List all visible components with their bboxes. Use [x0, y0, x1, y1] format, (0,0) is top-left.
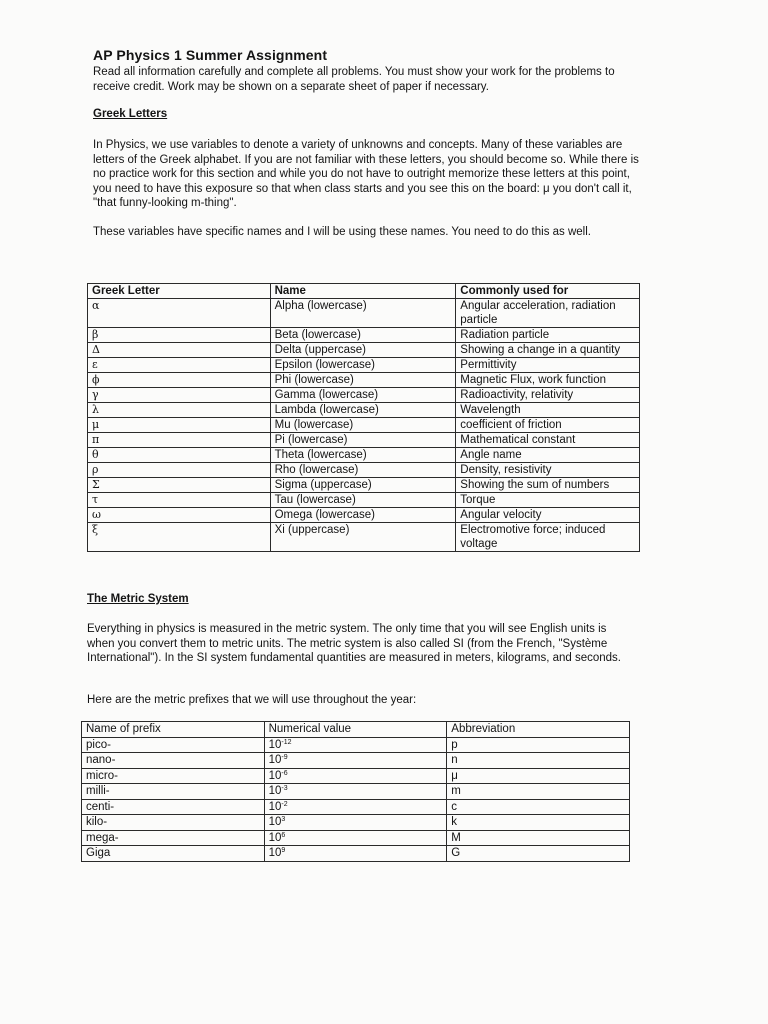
table-row	[88, 478, 640, 493]
usage-cell: Showing a change in a quantity	[456, 343, 640, 358]
letter-name-cell: Phi (lowercase)	[270, 373, 456, 388]
letter-name-cell: Sigma (uppercase)	[270, 478, 456, 493]
letter-name-cell: Theta (lowercase)	[270, 448, 456, 463]
abbreviation-cell: μ	[447, 768, 630, 784]
prefix-name-cell: centi-	[82, 799, 265, 815]
column-header: Numerical value	[264, 722, 447, 738]
table-row	[88, 403, 640, 418]
numerical-value-cell	[264, 784, 447, 800]
numerical-value-cell	[264, 815, 447, 831]
abbreviation-cell: m	[447, 784, 630, 800]
usage-cell: Torque	[456, 493, 640, 508]
usage-cell: Density, resistivity	[456, 463, 640, 478]
greek-symbol-cell: γ	[88, 388, 271, 403]
table-row	[88, 299, 640, 328]
greek-symbol-cell: Δ	[88, 343, 271, 358]
letter-name-cell: Omega (lowercase)	[270, 508, 456, 523]
power-base: 10	[268, 769, 282, 782]
page-title: AP Physics 1 Summer Assignment	[93, 47, 328, 63]
prefix-name-cell: mega-	[82, 830, 265, 846]
greek-symbol-cell: ξ	[88, 523, 271, 552]
usage-cell: Showing the sum of numbers	[456, 478, 640, 493]
greek-symbol-cell: μ	[88, 418, 271, 433]
power-base: 10	[268, 831, 282, 844]
table-row	[88, 463, 640, 478]
abbreviation-cell: c	[447, 799, 630, 815]
letter-name-cell: Rho (lowercase)	[270, 463, 456, 478]
metric-intro-paragraph: Everything in physics is measured in the metric system. The only time that you will see English units is when you convert them to metric units. The metric system is also called SI (from the French, "Système International"). In the SI system fundamental quantities are measured in meters, kilograms, and seconds.	[87, 623, 621, 665]
column-header: Name of prefix	[82, 722, 265, 738]
table-row	[82, 799, 630, 815]
column-header: Commonly used for	[456, 284, 640, 299]
letter-name-cell: Pi (lowercase)	[270, 433, 456, 448]
metric-prefix-table	[81, 721, 630, 862]
column-header: Name	[270, 284, 456, 299]
table-row	[82, 737, 630, 753]
table-row	[88, 433, 640, 448]
power-base: 10	[268, 754, 282, 766]
letter-name-cell: Delta (uppercase)	[270, 343, 456, 358]
usage-cell: Radiation particle	[456, 328, 640, 343]
greek-symbol-cell: Σ	[88, 478, 271, 493]
table-header-row	[88, 284, 640, 299]
greek-symbol-cell: τ	[88, 493, 271, 508]
greek-letters-heading: Greek Letters	[93, 108, 168, 120]
power-exponent: -12	[281, 738, 292, 746]
table-row	[88, 493, 640, 508]
column-header: Abbreviation	[447, 722, 630, 738]
table-row	[88, 508, 640, 523]
usage-cell: Wavelength	[456, 403, 640, 418]
letter-name-cell: Beta (lowercase)	[270, 328, 456, 343]
numerical-value-cell	[264, 753, 447, 769]
usage-cell: Angular acceleration, radiation particle	[456, 299, 640, 328]
table-row	[82, 830, 630, 846]
power-base: 10	[268, 738, 282, 751]
prefix-name-cell: kilo-	[82, 815, 265, 831]
intro-paragraph: Read all information carefully and complete all problems. You must show your work for the problems to receive credit. Work may be shown on a separate sheet of paper if necessary.	[93, 66, 615, 93]
power-exponent: 9	[281, 847, 286, 854]
table-row	[82, 815, 630, 831]
greek-symbol-cell: ρ	[88, 463, 271, 478]
table-row	[88, 448, 640, 463]
greek-symbol-cell: ε	[88, 358, 271, 373]
greek-intro-paragraph: In Physics, we use variables to denote a variety of unknowns and concepts. Many of these variables are letters of the Greek alphabet. If you are not familiar with these letters, you should become so. While there is no practice work for this section and while you do not have to outright memorize these letters at this point, you need to have this exposure so that when class starts and you see this on the board: μ you don't call it, "that funny-looking m-thing".	[93, 139, 639, 210]
power-exponent: -9	[281, 754, 288, 761]
abbreviation-cell: n	[447, 753, 630, 769]
abbreviation-cell: k	[447, 815, 630, 831]
prefix-name-cell: micro-	[82, 768, 265, 784]
greek-symbol-cell: ϕ	[88, 373, 271, 388]
prefix-name-cell: nano-	[82, 753, 265, 769]
table-row	[88, 523, 640, 552]
power-exponent: -3	[281, 785, 288, 792]
abbreviation-cell: G	[447, 846, 630, 862]
usage-cell: Electromotive force; induced voltage	[456, 523, 640, 552]
usage-cell: Angular velocity	[456, 508, 640, 523]
prefix-name-cell: pico-	[82, 737, 265, 753]
prefix-name-cell: milli-	[82, 784, 265, 800]
usage-cell: Radioactivity, relativity	[456, 388, 640, 403]
table-row	[88, 418, 640, 433]
greek-letters-table	[87, 283, 640, 552]
table-row	[88, 343, 640, 358]
numerical-value-cell	[264, 830, 447, 846]
power-base: 10	[268, 785, 282, 797]
greek-symbol-cell: ω	[88, 508, 271, 523]
greek-symbol-cell: β	[88, 328, 271, 343]
table-row	[82, 753, 630, 769]
usage-cell: Angle name	[456, 448, 640, 463]
table-row	[88, 358, 640, 373]
numerical-value-cell	[264, 846, 447, 862]
numerical-value-cell	[264, 799, 447, 815]
letter-name-cell: Gamma (lowercase)	[270, 388, 456, 403]
table-row	[82, 768, 630, 784]
greek-symbol-cell: λ	[88, 403, 271, 418]
power-exponent: 3	[281, 816, 286, 823]
greek-symbol-cell: π	[88, 433, 271, 448]
letter-name-cell: Alpha (lowercase)	[270, 299, 456, 328]
numerical-value-cell	[264, 768, 447, 784]
power-exponent: -2	[281, 800, 288, 808]
table-row	[88, 388, 640, 403]
greek-symbol-cell: θ	[88, 448, 271, 463]
power-base: 10	[268, 800, 282, 813]
greek-symbol-cell: α	[88, 299, 271, 328]
power-exponent: 6	[281, 831, 286, 839]
table-row	[82, 784, 630, 800]
power-base: 10	[268, 847, 282, 859]
power-exponent: -6	[281, 769, 288, 777]
table-row	[82, 846, 630, 862]
table-row	[88, 328, 640, 343]
metric-prefixes-paragraph: Here are the metric prefixes that we will use throughout the year:	[87, 694, 417, 706]
letter-name-cell: Mu (lowercase)	[270, 418, 456, 433]
table-header-row	[82, 722, 630, 738]
usage-cell: Mathematical constant	[456, 433, 640, 448]
usage-cell: coefficient of friction	[456, 418, 640, 433]
table-row	[88, 373, 640, 388]
power-base: 10	[268, 816, 282, 828]
letter-name-cell: Lambda (lowercase)	[270, 403, 456, 418]
column-header: Greek Letter	[88, 284, 271, 299]
letter-name-cell: Epsilon (lowercase)	[270, 358, 456, 373]
prefix-name-cell: Giga	[82, 846, 265, 862]
usage-cell: Magnetic Flux, work function	[456, 373, 640, 388]
greek-names-paragraph: These variables have specific names and I will be using these names. You need to do this as well.	[93, 226, 591, 238]
abbreviation-cell: p	[447, 737, 630, 753]
usage-cell: Permittivity	[456, 358, 640, 373]
letter-name-cell: Tau (lowercase)	[270, 493, 456, 508]
abbreviation-cell: M	[447, 830, 630, 846]
numerical-value-cell	[264, 737, 447, 753]
letter-name-cell: Xi (uppercase)	[270, 523, 456, 552]
metric-system-heading: The Metric System	[87, 593, 189, 605]
